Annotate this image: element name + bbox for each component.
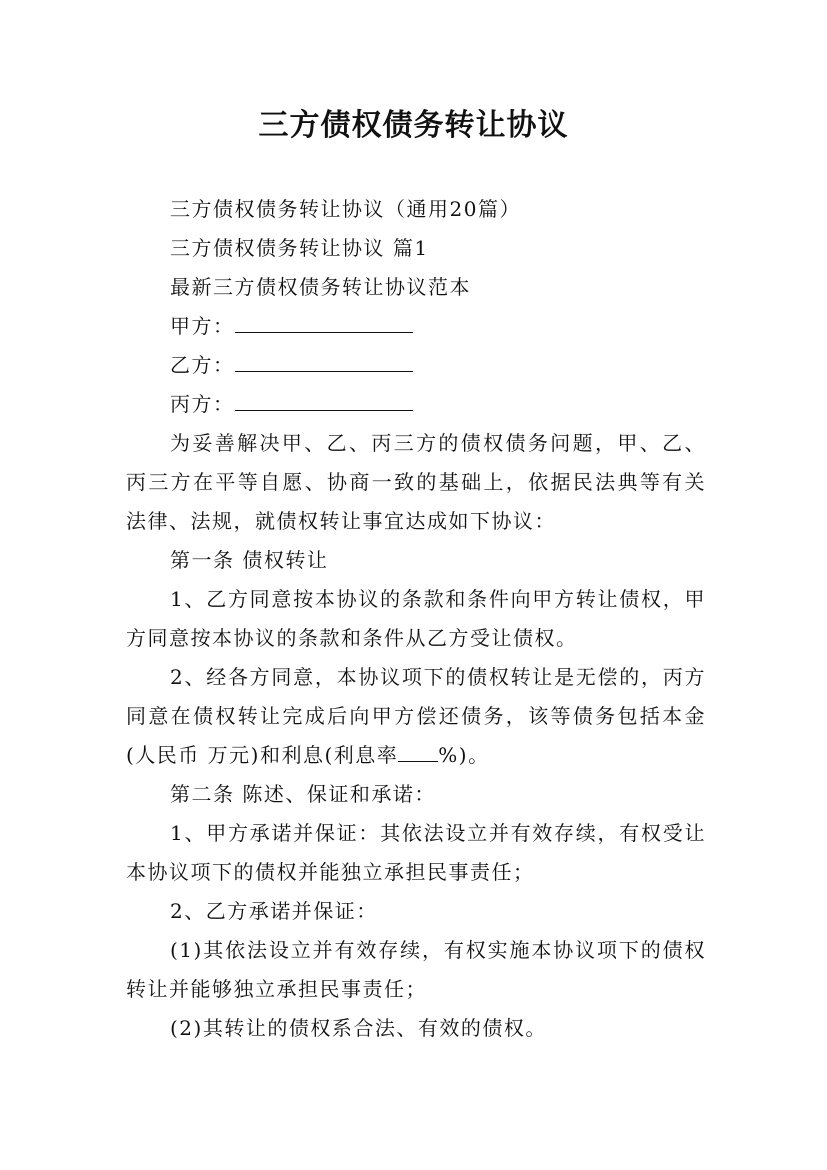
article-1-title: 第一条 债权转让 [170,548,329,572]
party-b-line [126,346,706,385]
article-2-clause-2-item-1: (1)其依法设立并有效存续，有权实施本协议项下的债权转让并能够独立承担民事责任； [126,938,706,1001]
article-1-clause-2 [126,658,706,775]
article-2-clause-2-item-2: (2)其转让的债权系合法、有效的债权。 [170,1016,547,1040]
template-heading: 最新三方债权债务转让协议范本 [170,275,471,299]
document-title: 三方债权债务转让协议 [258,108,569,143]
party-a-blank [235,312,413,333]
subtitle-line: 三方债权债务转让协议（通用20篇） [170,197,521,221]
party-c-label: 丙方： [170,392,235,416]
party-c-line [126,385,706,424]
article-1-clause-2-end: %)。 [438,743,490,767]
article-2-clause-1: 1、甲方承诺并保证：其依法设立并有效存续，有权受让本协议项下的债权并能独立承担民事责任； [126,821,706,884]
party-b-label: 乙方： [170,353,235,377]
interest-rate-blank [398,743,438,762]
intro-paragraph: 为妥善解决甲、乙、丙三方的债权债务问题，甲、乙、丙三方在平等自愿、协商一致的基础上，依据民法典等有关法律、法规，就债权转让事宜达成如下协议： [126,431,706,533]
article-2-title: 第二条 陈述、保证和承诺： [170,782,436,806]
party-b-blank [235,351,413,372]
article-1-clause-1: 1、乙方同意按本协议的条款和条件向甲方转让债权，甲方同意按本协议的条款和条件从乙方受让债权。 [126,587,706,650]
party-c-blank [235,390,413,411]
document-body [126,190,706,1048]
article-1-clause-2-text: 2、经各方同意，本协议项下的债权转让是无偿的，丙方同意在债权转让完成后向甲方偿还债务，该等债务包括本金(人民币 万元)和利息(利息率 [126,665,706,767]
article-2-clause-2: 2、乙方承诺并保证： [170,899,378,923]
section-heading: 三方债权债务转让协议 篇1 [170,236,429,260]
party-a-line [126,307,706,346]
party-a-label: 甲方： [170,314,235,338]
